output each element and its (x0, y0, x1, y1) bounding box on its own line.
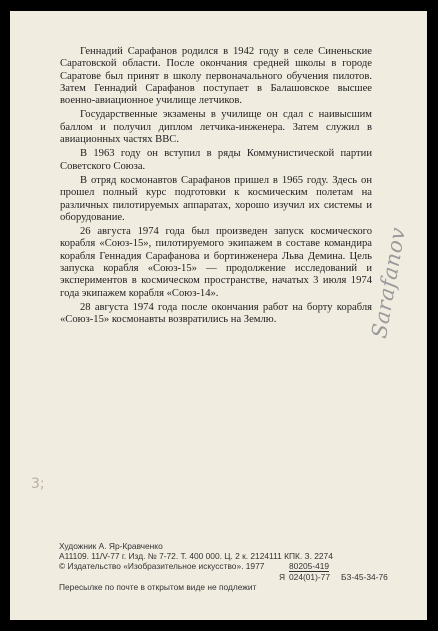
code-side: БЗ-45-34-76 (341, 571, 388, 582)
code-row (59, 572, 399, 582)
paragraph: Геннадий Сарафанов родился в 1942 году в селе Синеньские Саратовской области. После окончания средней школы в городе Саратове был принят в школу первоначального обучения пилотов. Затем Геннадий Сарафанов поступает в Балашовское высшее военно-авиационное училище летчиков. (60, 46, 372, 107)
paragraph: 28 августа 1974 года после окончания работ на борту корабля «Союз-15» космонавты возвратились на Землю. (60, 301, 372, 326)
biography-text (60, 46, 372, 329)
code-bottom: 024(01)-77 (289, 571, 330, 582)
code-top: 80205-419 (289, 561, 330, 572)
paragraph: 26 августа 1974 года был произведен запуск космического корабля «Союз-15», пилотируемого экипажем в составе командира корабля Геннадия Сарафанова и бортинженера Льва Демина. Цель запуска корабля «Союз-15» — продолжение исследований и экспериментов в космическом пространстве, начатых 3 июля 1974 года экипажем корабля «Союз-14». (60, 226, 372, 299)
postcard-back (10, 11, 427, 620)
publisher-line: © Издательство «Изобразительное искусство». 1977 (59, 561, 265, 572)
artist-credit: Художник А. Яр-Кравченко (59, 541, 163, 551)
publication-imprint (59, 541, 399, 592)
mail-note: Пересылке по почте в открытом виде не подлежит (59, 581, 257, 592)
publication-code (289, 561, 329, 571)
paragraph: Государственные экзамены в училище он сдал с наивысшим баллом и получил диплом летчика-инженера. Затем служил в авиационных частях ВВС. (60, 109, 372, 146)
paragraph: В отряд космонавтов Сарафанов пришел в 1965 году. Здесь он прошел полный курс подготовки к космическим полетам на различных пилотируемых аппаратах, хорошо изучил их системы и оборудование. (60, 174, 372, 223)
code-prefix: Я (279, 571, 286, 582)
catalog-line: А11109. 11/V-77 г. Изд. № 7-72. Т. 400 000. Ц. 2 к. 2124111 КПК. З. 2274 (59, 551, 333, 562)
margin-mark: 3; (31, 476, 45, 492)
handwritten-note: Sarafanov (367, 225, 411, 341)
paragraph: В 1963 году он вступил в ряды Коммунистической партии Советского Союза. (60, 148, 372, 172)
publisher-row (59, 561, 399, 571)
